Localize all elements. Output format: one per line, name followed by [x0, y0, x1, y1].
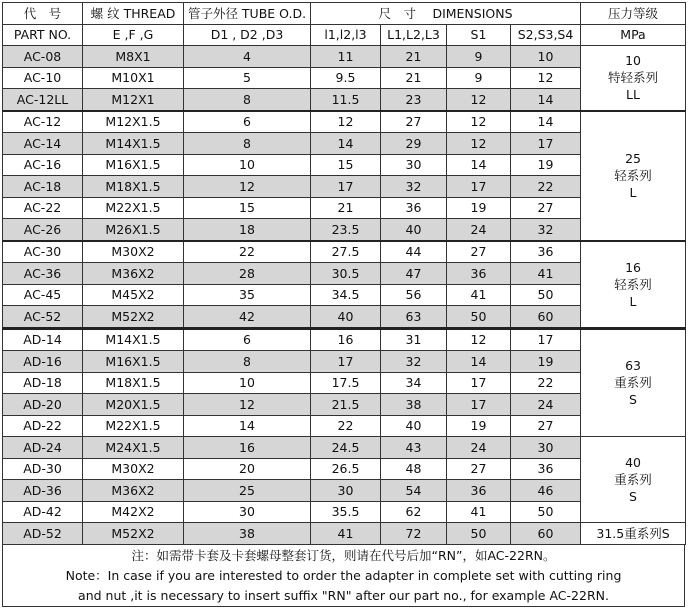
part-no-cell: AC-08	[3, 46, 83, 68]
thread-cell: M18X1.5	[83, 372, 184, 394]
header-thread-sub: E ,F ,G	[83, 24, 184, 46]
pressure-group-cell	[581, 111, 686, 241]
header-pressure: 压力等级	[581, 3, 686, 25]
l-dim-cell: 40	[311, 306, 381, 329]
L-dim-cell: 40	[381, 219, 447, 241]
part-no-cell: AD-24	[3, 437, 83, 459]
L-dim-cell: 48	[381, 458, 447, 480]
part-no-cell: AD-14	[3, 328, 83, 351]
pressure-value: 31.5重系列S	[596, 525, 670, 541]
tube-od-cell: 14	[184, 415, 311, 437]
L-dim-cell: 23	[381, 89, 447, 111]
tube-od-cell: 8	[184, 133, 311, 155]
L-dim-cell: 38	[381, 394, 447, 416]
tube-od-cell: 10	[184, 372, 311, 394]
tube-od-cell: 8	[184, 89, 311, 111]
pressure-code: L	[629, 293, 637, 309]
l-dim-cell: 30.5	[311, 263, 381, 285]
pressure-group-cell	[581, 328, 686, 437]
header-part-cn: 代 号	[3, 3, 83, 25]
l-dim-cell: 17	[311, 351, 381, 373]
part-no-cell: AC-18	[3, 176, 83, 198]
thread-cell: M24X1.5	[83, 437, 184, 459]
L-dim-cell: 62	[381, 501, 447, 523]
part-no-cell: AC-16	[3, 154, 83, 176]
l-dim-cell: 11.5	[311, 89, 381, 111]
s2-cell: 36	[511, 241, 581, 263]
l-dim-cell: 23.5	[311, 219, 381, 241]
table-row	[3, 328, 686, 351]
pressure-series: 轻系列	[614, 276, 652, 292]
s2-cell: 14	[511, 111, 581, 133]
pressure-group-cell	[581, 46, 686, 111]
s1-cell: 12	[447, 111, 511, 133]
part-no-cell: AD-30	[3, 458, 83, 480]
tube-od-cell: 8	[184, 351, 311, 373]
L-dim-cell: 32	[381, 351, 447, 373]
s2-cell: 24	[511, 394, 581, 416]
L-dim-cell: 36	[381, 197, 447, 219]
pressure-series: 轻系列	[614, 168, 652, 183]
part-no-cell: AC-45	[3, 284, 83, 306]
tube-od-cell: 5	[184, 67, 311, 89]
pressure-value: 10	[625, 53, 641, 69]
l-dim-cell: 30	[311, 480, 381, 502]
tube-od-cell: 6	[184, 111, 311, 133]
s1-cell: 9	[447, 46, 511, 68]
pressure-value: 16	[625, 259, 641, 275]
s1-cell: 27	[447, 458, 511, 480]
l-dim-cell: 21.5	[311, 394, 381, 416]
header-mpa: MPa	[581, 24, 686, 46]
part-no-cell: AC-12LL	[3, 89, 83, 111]
L-dim-cell: 32	[381, 176, 447, 198]
L-dim-cell: 21	[381, 46, 447, 68]
tube-od-cell: 42	[184, 306, 311, 329]
header-L-sub: L1,L2,L3	[381, 24, 447, 46]
note-en-line-1: Note：In case if you are interested to order the adapter in complete set with cutting ring	[65, 567, 622, 583]
s2-cell: 27	[511, 415, 581, 437]
L-dim-cell: 21	[381, 67, 447, 89]
l-dim-cell: 14	[311, 133, 381, 155]
s2-cell: 14	[511, 89, 581, 111]
s1-cell: 24	[447, 219, 511, 241]
pressure-code: S	[629, 489, 637, 504]
l-dim-cell: 35.5	[311, 501, 381, 523]
part-no-cell: AD-20	[3, 394, 83, 416]
header-part-no: PART NO.	[3, 24, 83, 46]
part-no-cell: AD-36	[3, 480, 83, 502]
tube-od-cell: 6	[184, 328, 311, 351]
l-dim-cell: 17	[311, 176, 381, 198]
l-dim-cell: 11	[311, 46, 381, 68]
pressure-group-cell	[581, 241, 686, 329]
parts-spec-sheet	[2, 2, 686, 605]
l-dim-cell: 21	[311, 197, 381, 219]
table-row	[3, 46, 686, 68]
s2-cell: 41	[511, 263, 581, 285]
s2-cell: 50	[511, 284, 581, 306]
tube-od-cell: 4	[184, 46, 311, 68]
tube-od-cell: 38	[184, 523, 311, 545]
thread-cell: M30X2	[83, 458, 184, 480]
pressure-series: 特轻系列	[608, 70, 659, 86]
thread-cell: M22X1.5	[83, 415, 184, 437]
thread-cell: M12X1.5	[83, 111, 184, 133]
s1-cell: 41	[447, 284, 511, 306]
parts-table	[2, 2, 686, 545]
L-dim-cell: 31	[381, 328, 447, 351]
tube-od-cell: 22	[184, 241, 311, 263]
part-no-cell: AD-16	[3, 351, 83, 373]
s2-cell: 22	[511, 176, 581, 198]
pressure-code: L	[629, 185, 637, 200]
thread-cell: M14X1.5	[83, 328, 184, 351]
s2-cell: 27	[511, 197, 581, 219]
s1-cell: 19	[447, 197, 511, 219]
L-dim-cell: 44	[381, 241, 447, 263]
s2-cell: 60	[511, 306, 581, 329]
header-dimensions: 尺 寸 DIMENSIONS	[311, 3, 581, 25]
table-row	[3, 523, 686, 545]
part-no-cell: AC-10	[3, 67, 83, 89]
s1-cell: 17	[447, 394, 511, 416]
thread-cell: M8X1	[83, 46, 184, 68]
tube-od-cell: 16	[184, 437, 311, 459]
pressure-value: 25	[625, 151, 641, 166]
table-row	[3, 111, 686, 133]
tube-od-cell: 35	[184, 284, 311, 306]
pressure-value: 40	[625, 455, 641, 470]
s2-cell: 17	[511, 328, 581, 351]
l-dim-cell: 34.5	[311, 284, 381, 306]
part-no-cell: AD-42	[3, 501, 83, 523]
l-dim-cell: 16	[311, 328, 381, 351]
header-s2-sub: S2,S3,S4	[511, 24, 581, 46]
header-thread: 螺 纹 THREAD	[83, 3, 184, 25]
s2-cell: 36	[511, 458, 581, 480]
tube-od-cell: 30	[184, 501, 311, 523]
s1-cell: 50	[447, 306, 511, 329]
thread-cell: M18X1.5	[83, 176, 184, 198]
header-l-sub: l1,l2,l3	[311, 24, 381, 46]
tube-od-cell: 20	[184, 458, 311, 480]
thread-cell: M52X2	[83, 306, 184, 329]
thread-cell: M36X2	[83, 263, 184, 285]
l-dim-cell: 15	[311, 154, 381, 176]
L-dim-cell: 29	[381, 133, 447, 155]
notes-block	[2, 545, 685, 607]
L-dim-cell: 72	[381, 523, 447, 545]
s1-cell: 9	[447, 67, 511, 89]
thread-cell: M36X2	[83, 480, 184, 502]
pressure-code: LL	[626, 87, 640, 103]
header-tube-sub: D1 , D2 ,D3	[184, 24, 311, 46]
header-row-2	[3, 24, 686, 46]
L-dim-cell: 43	[381, 437, 447, 459]
pressure-series: 重系列	[614, 472, 652, 487]
L-dim-cell: 27	[381, 111, 447, 133]
l-dim-cell: 24.5	[311, 437, 381, 459]
s1-cell: 24	[447, 437, 511, 459]
thread-cell: M12X1	[83, 89, 184, 111]
part-no-cell: AC-36	[3, 263, 83, 285]
s1-cell: 12	[447, 89, 511, 111]
tube-od-cell: 15	[184, 197, 311, 219]
note-cn: 注：如需带卡套及卡套螺母整套订货，则请在代号后加“RN”，如AC-22RN。	[131, 547, 556, 563]
tube-od-cell: 28	[184, 263, 311, 285]
pressure-group-cell	[581, 437, 686, 523]
header-row-1	[3, 3, 686, 25]
l-dim-cell: 26.5	[311, 458, 381, 480]
thread-cell: M42X2	[83, 501, 184, 523]
header-tube: 管子外径 TUBE O.D.	[184, 3, 311, 25]
tube-od-cell: 25	[184, 480, 311, 502]
L-dim-cell: 47	[381, 263, 447, 285]
part-no-cell: AD-18	[3, 372, 83, 394]
s1-cell: 19	[447, 415, 511, 437]
note-en-line-2: and nut ,it is necessary to insert suffix "RN" after our part no., for example AC-22RN.	[78, 587, 609, 603]
thread-cell: M16X1.5	[83, 154, 184, 176]
s2-cell: 60	[511, 523, 581, 545]
thread-cell: M22X1.5	[83, 197, 184, 219]
s1-cell: 36	[447, 480, 511, 502]
s2-cell: 10	[511, 46, 581, 68]
s2-cell: 32	[511, 219, 581, 241]
pressure-group-cell	[581, 523, 686, 545]
thread-cell: M14X1.5	[83, 133, 184, 155]
s1-cell: 17	[447, 176, 511, 198]
thread-cell: M16X1.5	[83, 351, 184, 373]
l-dim-cell: 12	[311, 111, 381, 133]
part-no-cell: AC-26	[3, 219, 83, 241]
part-no-cell: AC-30	[3, 241, 83, 263]
l-dim-cell: 17.5	[311, 372, 381, 394]
thread-cell: M30X2	[83, 241, 184, 263]
thread-cell: M10X1	[83, 67, 184, 89]
s1-cell: 41	[447, 501, 511, 523]
part-no-cell: AC-14	[3, 133, 83, 155]
s1-cell: 12	[447, 328, 511, 351]
tube-od-cell: 12	[184, 176, 311, 198]
s1-cell: 17	[447, 372, 511, 394]
thread-cell: M26X1.5	[83, 219, 184, 241]
s1-cell: 14	[447, 351, 511, 373]
table-row	[3, 241, 686, 263]
s2-cell: 46	[511, 480, 581, 502]
part-no-cell: AD-22	[3, 415, 83, 437]
s2-cell: 30	[511, 437, 581, 459]
thread-cell: M52X2	[83, 523, 184, 545]
l-dim-cell: 27.5	[311, 241, 381, 263]
L-dim-cell: 63	[381, 306, 447, 329]
tube-od-cell: 12	[184, 394, 311, 416]
L-dim-cell: 40	[381, 415, 447, 437]
s2-cell: 50	[511, 501, 581, 523]
part-no-cell: AC-52	[3, 306, 83, 329]
pressure-value: 63	[625, 358, 641, 374]
s2-cell: 19	[511, 154, 581, 176]
pressure-code: S	[629, 392, 637, 408]
L-dim-cell: 34	[381, 372, 447, 394]
pressure-series: 重系列	[614, 375, 652, 391]
s2-cell: 19	[511, 351, 581, 373]
l-dim-cell: 41	[311, 523, 381, 545]
thread-cell: M45X2	[83, 284, 184, 306]
L-dim-cell: 56	[381, 284, 447, 306]
l-dim-cell: 22	[311, 415, 381, 437]
tube-od-cell: 18	[184, 219, 311, 241]
thread-cell: M20X1.5	[83, 394, 184, 416]
l-dim-cell: 9.5	[311, 67, 381, 89]
s1-cell: 12	[447, 133, 511, 155]
s2-cell: 17	[511, 133, 581, 155]
header-s1-sub: S1	[447, 24, 511, 46]
s2-cell: 22	[511, 372, 581, 394]
part-no-cell: AD-52	[3, 523, 83, 545]
tube-od-cell: 10	[184, 154, 311, 176]
s2-cell: 12	[511, 67, 581, 89]
s1-cell: 36	[447, 263, 511, 285]
table-row	[3, 437, 686, 459]
s1-cell: 27	[447, 241, 511, 263]
s1-cell: 50	[447, 523, 511, 545]
part-no-cell: AC-12	[3, 111, 83, 133]
part-no-cell: AC-22	[3, 197, 83, 219]
s1-cell: 14	[447, 154, 511, 176]
L-dim-cell: 54	[381, 480, 447, 502]
L-dim-cell: 30	[381, 154, 447, 176]
